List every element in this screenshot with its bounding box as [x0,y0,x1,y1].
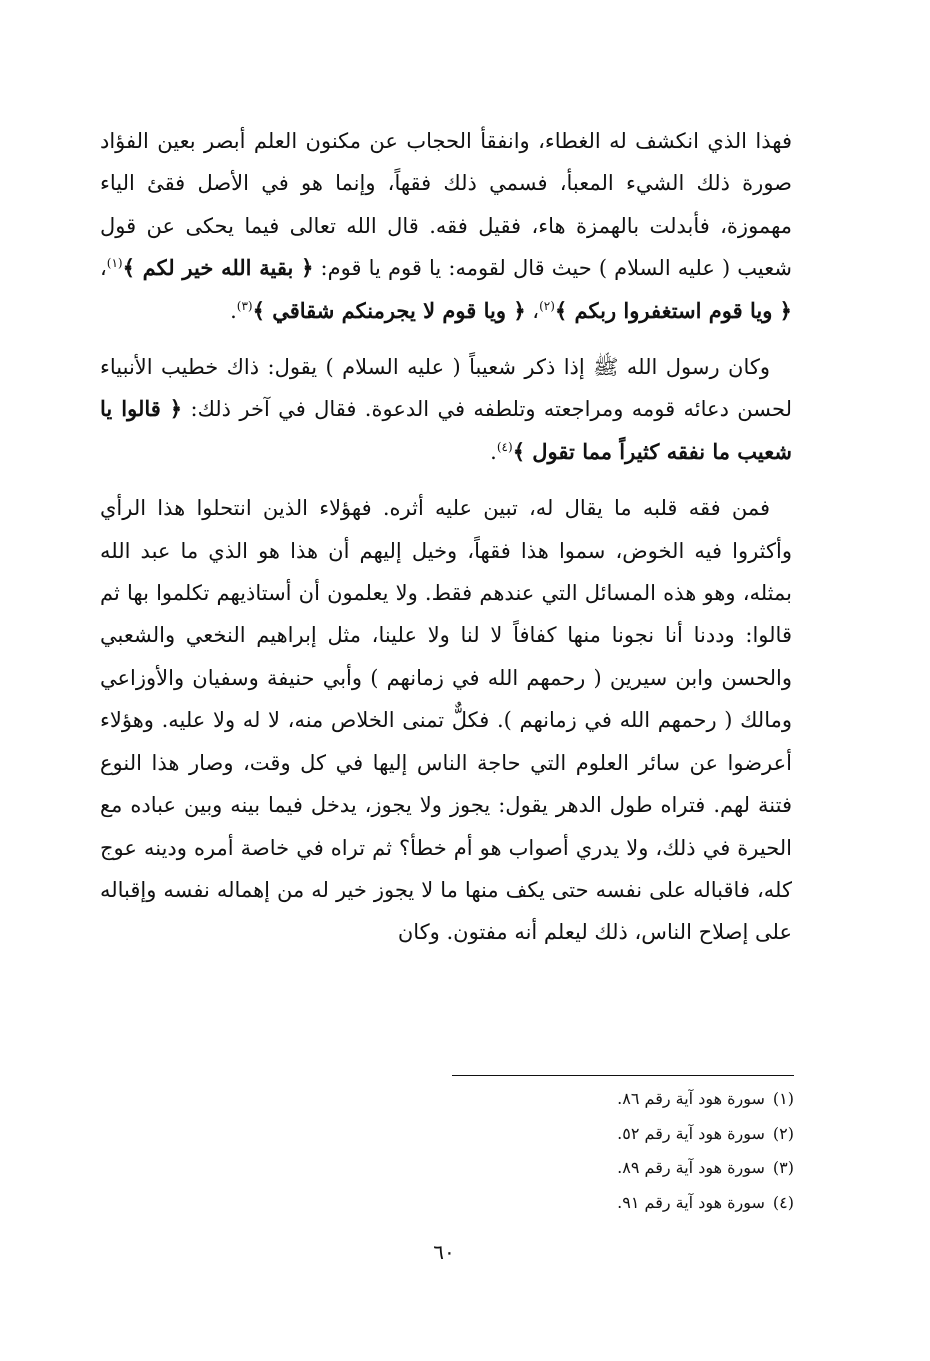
quran-quote-2: ﴿ ويا قوم استغفروا ربكم ﴾ [554,297,792,323]
footnote-3 [452,1151,794,1186]
period: . [490,439,497,464]
footnote-number: (٤) [772,1192,794,1212]
footnote-ref-1[interactable]: (١) [106,256,123,271]
footnote-ref-3[interactable]: (٣) [236,298,253,313]
paragraph-3-text: فمن فقه قلبه ما يقال له، تبين عليه أثره. فهؤلاء الذين انتحلوا هذا الرأي وأكثروا فيه الخوض، سموا هذا فقهاً، وخيل إليهم أن هذا هو الذي ما عبد الله بمثله، وهو هذه المسائل التي عندهم فقط. ولا يعلمون أن أستاذيهم تكلموا بها ثم قالوا: وددنا أنا نجونا منها كفافاً لا لنا ولا علينا، مثل إبراهيم النخعي والشعبي والحسن وابن سيرين ( رحمهم الله في زمانهم ) وأبي حنيفة وسفيان والأوزاعي ومالك ( رحمهم الله في زمانهم ). فكلٌّ تمنى الخلاص منه، لا له ولا عليه. وهؤلاء أعرضوا عن سائر العلوم التي حاجة الناس إليها في كل وقت، وصار هذا النوع فتنة لهم. فتراه طول الدهر يقول: يجوز ولا يجوز، يدخل فيما بينه وبين عباده مع الحيرة في ذلك، ولا يدري أصواب هو أم خطأ؟ ثم تراه في خاصة أمره ودينه عوج كله، فاقباله على نفسه حتى يكف منها ما لا يجوز خير له من إهماله نفسه وإقباله على إصلاح الناس، ذلك ليعلم أنه مفتون. وكان [100,496,792,945]
footnote-text: سورة هود آية رقم ٨٩. [617,1158,765,1177]
footnote-number: (٣) [772,1158,794,1177]
paragraph-3 [100,487,792,953]
footnote-ref-2[interactable]: (٢) [539,298,555,313]
footnote-1 [452,1082,794,1117]
footnote-number: (١) [772,1089,794,1108]
page-number: ٦٠ [433,1240,455,1264]
footnotes-list [452,1082,794,1220]
quran-quote-4: ﴿ قالوا يا شعيب ما نفقه كثيراً مما تقول ﴾ [100,396,792,464]
footnote-ref-4[interactable]: (٤) [496,439,513,454]
footnote-number: (٢) [772,1123,794,1143]
paragraph-1-text: فهذا الذي انكشف له الغطاء، وانفقأ الحجاب عن مكنون العلم أبصر بعين الفؤاد صورة ذلك الشيء المعبأ، فسمي ذلك فقهاً، وإنما هو في الأصل فقئ الياء مهموزة، فأبدلت بالهمزة هاء، فقيل فقه. قال الله تعالى فيما يحكى عن قول شعيب ( عليه السلام ) حيث قال لقومه: يا قوم يا قوم: [100,129,792,281]
separator: ، [100,256,107,281]
footnote-text: سورة هود آية رقم ٥٢. [617,1123,765,1143]
footnote-4 [452,1186,794,1221]
quran-quote-3: ﴿ ويا قوم لا يجرمنكم شقاقي ﴾ [252,297,526,323]
paragraph-2 [100,346,792,473]
paragraph-2-text: وكان رسول الله ﷺ إذا ذكر شعيباً ( عليه السلام ) يقول: ذاك خطيب الأنبياء لحسن دعائه قومه ومراجعته وتلطفه في الدعوة. فقال في آخر ذلك: [100,355,792,422]
period: . [230,298,237,323]
footnote-2 [452,1117,794,1152]
quran-quote-1: ﴿ بقية الله خير لكم ﴾ [122,255,314,281]
footnote-text: سورة هود آية رقم ٨٦. [617,1089,765,1108]
page-body [100,120,792,954]
footnote-divider [452,1075,794,1076]
paragraph-1 [100,120,792,332]
footnote-text: سورة هود آية رقم ٩١. [617,1192,765,1212]
separator: ، [525,298,540,323]
